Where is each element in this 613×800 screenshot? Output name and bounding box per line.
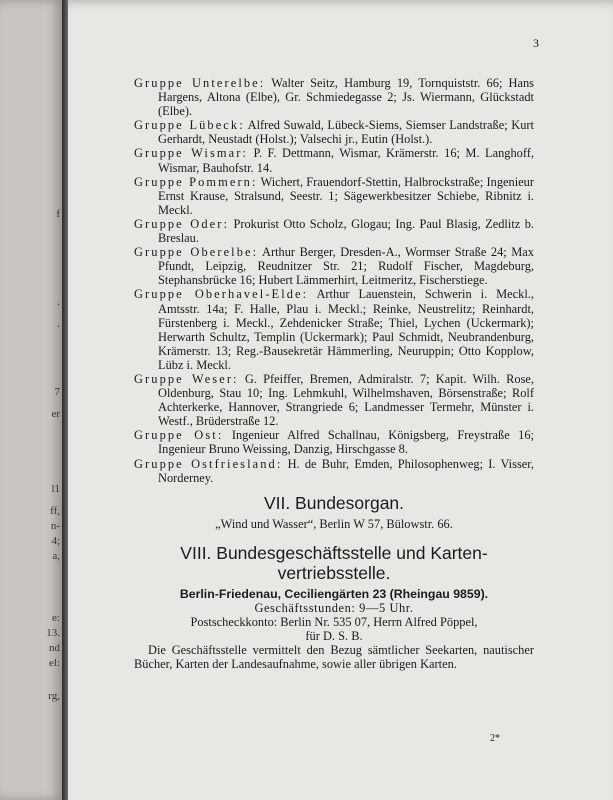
previous-page-text-fragment: er <box>51 408 60 420</box>
group-name: Gruppe Wismar: <box>134 146 248 161</box>
previous-page-text-fragment: nd <box>49 642 60 654</box>
group-name: Gruppe Lübeck: <box>134 118 245 133</box>
group-entry <box>134 372 534 428</box>
previous-page-text-fragment: rg, <box>48 690 60 702</box>
previous-page-edge <box>0 0 62 800</box>
previous-page-text-fragment: el: <box>49 657 60 669</box>
previous-page-text-fragment: e: <box>52 612 60 624</box>
group-members: Alfred Suwald, Lübeck-Siems, Siemser Landstraße; Kurt Gerhardt, Neustadt (Holst.); Valsechi jr., Eutin (Holst.). <box>158 118 534 147</box>
group-name: Gruppe Unterelbe: <box>134 76 266 90</box>
group-name: Gruppe Weser: <box>134 371 239 386</box>
previous-page-text-fragment: . <box>57 296 60 308</box>
group-entry <box>134 428 534 456</box>
group-entry <box>134 118 534 146</box>
group-name: Gruppe Oberelbe: <box>134 245 259 260</box>
group-entry <box>134 457 534 485</box>
bundesorgan-line: „Wind und Wasser“, Berlin W 57, Bülowstr. 66. <box>215 516 453 531</box>
section-8-title-line-1: VIII. Bundesgeschäftsstelle und Karten- <box>180 542 488 563</box>
office-hours: Geschäftsstunden: 9—5 Uhr. <box>254 600 414 615</box>
group-entry <box>134 175 534 217</box>
previous-page-text-fragment: 13. <box>46 627 60 639</box>
previous-page-text-fragment: a, <box>52 550 60 562</box>
group-members: Prokurist Otto Scholz, Glogau; Ing. Paul Blasig, Zedlitz b. Breslau. <box>158 216 534 246</box>
previous-page-text-fragment: n- <box>50 520 60 532</box>
group-name: Gruppe Oberhavel-Elde: <box>134 287 309 302</box>
group-members: G. Pfeiffer, Bremen, Admiralstr. 7; Kapit. Wilh. Rose, Oldenburg, Stau 10; Ing. Lehmkuhl, Wilhelmshaven, Börsenstraße; Rolf Achterkerke, Hannover, Strangriede 6; Landmesser Termehr, Münster i. Westf., Brüderstraße 12. <box>158 371 534 429</box>
previous-page-text-fragment: ff, <box>50 505 60 517</box>
previous-page-text-fragment: 4; <box>51 535 60 547</box>
group-members: Ingenieur Alfred Schallnau, Königsberg, Freystraße 16; Ingenieur Bruno Weissing, Danzig, Hirschgasse 8. <box>158 428 534 457</box>
group-name: Gruppe Oder: <box>134 216 230 231</box>
previous-page-text-fragment: . <box>57 318 60 330</box>
group-entry <box>134 287 534 372</box>
section-8-title-line-2: vertriebsstelle. <box>277 562 391 583</box>
postscheck-line-2: für D. S. B. <box>305 629 363 644</box>
section-7-title: VII. Bundesorgan. <box>263 492 405 513</box>
group-entry <box>134 245 534 287</box>
group-entry <box>134 76 534 118</box>
previous-page-text-fragment: 7 <box>54 386 60 398</box>
group-members: Arthur Lauenstein, Schwerin i. Meckl., Amtsstr. 14a; F. Halle, Plau i. Meckl.; Reinke, Neustrelitz; Reinhardt, Fürstenberg i. Meckl., Zehdenicker Straße; Thiel, Lychen (Uckermark); Herwarth Schultz, Templin (Uckermark); Paul Schmidt, Neubrandenburg, Krämerstr. 13; Reg.-Bausekretär Hämmerling, Neuruppin; Otto Kopplow, Lübz i. Meckl. <box>158 287 534 372</box>
group-members: Walter Seitz, Hamburg 19, Tornquiststr. 66; Hans Hargens, Altona (Elbe), Gr. Schmiedegasse 2; Js. Wiermann, Glückstadt (Elbe). <box>158 76 534 119</box>
previous-page-text-fragment: l1 <box>51 483 60 495</box>
group-list <box>134 76 534 485</box>
group-members: H. de Buhr, Emden, Philosophenweg; I. Visser, Norderney. <box>158 456 534 485</box>
signature-mark: 2* <box>490 733 500 744</box>
group-members: Arthur Berger, Dresden-A., Wormser Straße 24; Max Pfundt, Leipzig, Reudnitzer Str. 21; Rudolf Fischer, Magdeburg, Stephansbrücke 16; Hubert Lämmerhirt, Leitmeritz, Fischerstiege. <box>158 245 534 288</box>
group-entry <box>134 217 534 245</box>
postscheck-line-1: Postscheckkonto: Berlin Nr. 535 07, Herrn Alfred Pöppel, <box>190 615 478 629</box>
group-name: Gruppe Pommern: <box>134 174 258 189</box>
section-8-title <box>134 543 534 583</box>
group-members: P. F. Dettmann, Wismar, Krämerstr. 16; M. Langhoff, Wismar, Bauhofstr. 14. <box>158 146 534 175</box>
group-name: Gruppe Ostfriesland: <box>134 456 283 471</box>
previous-page-text-fragment: f <box>56 208 60 220</box>
page-content <box>134 76 534 671</box>
book-page <box>68 0 613 800</box>
office-address: Berlin-Friedenau, Ceciliengärten 23 (Rheingau 9859). <box>179 586 489 601</box>
page-number: 3 <box>533 36 539 50</box>
group-entry <box>134 146 534 174</box>
office-description: Die Geschäftsstelle vermittelt den Bezug sämtlicher Seekarten, nautischer Bücher, Karten der Landesaufnahme, sowie aller übrigen Karten. <box>134 643 534 672</box>
group-members: Wichert, Frauendorf-Stettin, Halbrockstraße; Ingenieur Ernst Krause, Stralsund, Seestr. 1; Sägewerkbesitzer Schiebe, Ribnitz i. Meckl. <box>158 174 534 217</box>
group-name: Gruppe Ost: <box>134 428 224 443</box>
